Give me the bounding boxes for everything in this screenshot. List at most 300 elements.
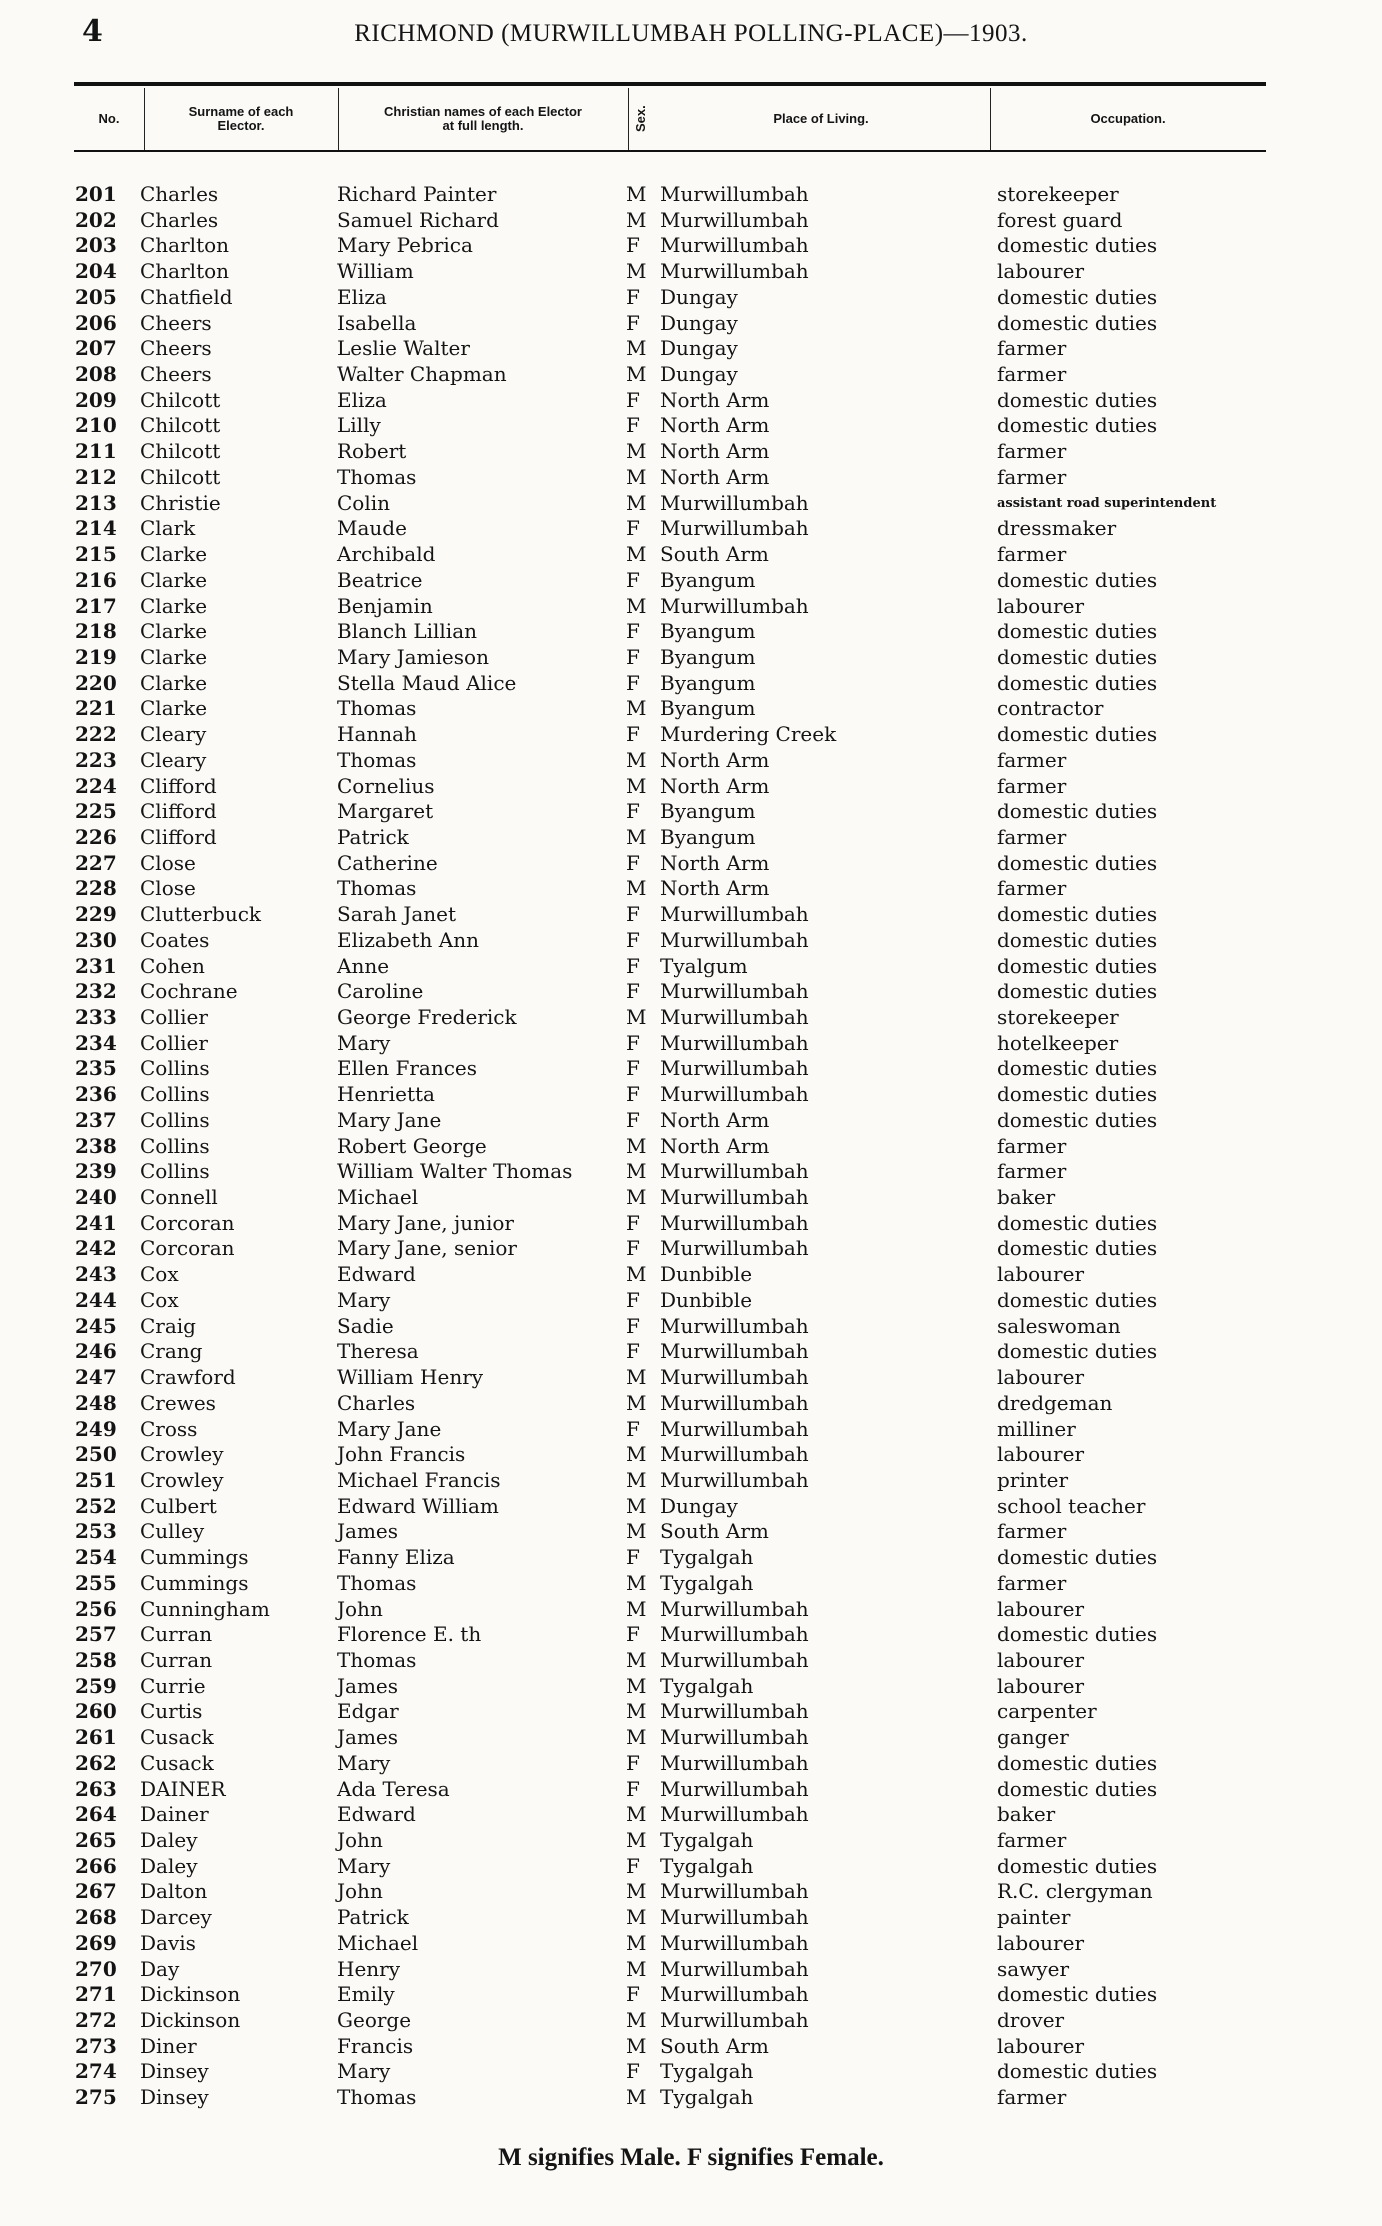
- elector-place: Murwillumbah: [660, 1365, 809, 1390]
- elector-occupation: hotelkeeper: [997, 1030, 1119, 1055]
- elector-surname: Dickinson: [140, 1982, 241, 2007]
- elector-surname: Chilcott: [140, 439, 221, 464]
- elector-surname: Connell: [140, 1185, 218, 1210]
- elector-sex: M: [626, 696, 647, 721]
- elector-surname: Cox: [140, 1287, 179, 1312]
- elector-christian-names: Catherine: [337, 850, 438, 875]
- table-row: [0, 594, 1382, 620]
- elector-surname: Cox: [140, 1262, 179, 1287]
- table-row: [0, 851, 1382, 877]
- elector-surname: Dalton: [140, 1879, 208, 1904]
- table-row: [0, 1905, 1382, 1931]
- elector-sex: M: [626, 1596, 647, 1621]
- elector-surname: Clarke: [140, 644, 208, 669]
- elector-occupation: assistant road superintendent: [997, 495, 1217, 511]
- elector-christian-names: John: [337, 1828, 383, 1852]
- elector-number: 246: [75, 1339, 117, 1364]
- elector-place: Murwillumbah: [660, 1879, 809, 1904]
- elector-surname: Dickinson: [140, 2008, 241, 2033]
- elector-sex: M: [626, 1802, 647, 1827]
- elector-place: Tygalgah: [660, 1673, 754, 1698]
- elector-occupation: domestic duties: [997, 850, 1158, 875]
- elector-surname: Dinsey: [140, 2059, 209, 2084]
- elector-surname: Curran: [140, 1647, 213, 1672]
- elector-surname: Culley: [140, 1519, 205, 1544]
- elector-occupation: domestic duties: [997, 233, 1158, 258]
- table-row: [0, 1365, 1382, 1391]
- table-row: [0, 1648, 1382, 1674]
- elector-occupation: domestic duties: [997, 1236, 1158, 1261]
- elector-sex: F: [626, 1339, 640, 1364]
- elector-christian-names: Hannah: [337, 722, 417, 747]
- elector-sex: F: [626, 1750, 640, 1775]
- elector-place: Dungay: [660, 336, 738, 361]
- elector-number: 217: [75, 593, 117, 618]
- table-row: [0, 1005, 1382, 1031]
- elector-place: Murwillumbah: [660, 1185, 809, 1210]
- elector-sex: M: [626, 876, 647, 901]
- elector-number: 220: [75, 670, 117, 695]
- elector-surname: Collier: [140, 1030, 208, 1055]
- table-row: [0, 1982, 1382, 2008]
- table-row: [0, 1108, 1382, 1134]
- elector-occupation: labourer: [997, 1596, 1085, 1621]
- elector-surname: Cross: [140, 1416, 198, 1441]
- elector-place: Murwillumbah: [660, 1930, 809, 1955]
- elector-christian-names: James: [337, 1725, 399, 1750]
- elector-christian-names: Elizabeth Ann: [337, 927, 479, 952]
- elector-occupation: drover: [997, 2008, 1065, 2033]
- elector-occupation: storekeeper: [997, 182, 1119, 206]
- elector-place: Murwillumbah: [660, 490, 809, 515]
- elector-christian-names: George Frederick: [337, 1005, 517, 1029]
- elector-surname: Chatfield: [140, 284, 233, 309]
- elector-number: 247: [75, 1365, 117, 1390]
- table-row: [0, 1828, 1382, 1854]
- elector-number: 209: [75, 387, 117, 412]
- elector-occupation: school teacher: [997, 1493, 1146, 1518]
- elector-surname: Charlton: [140, 259, 230, 284]
- elector-occupation: labourer: [997, 1442, 1085, 1467]
- elector-place: Murwillumbah: [660, 1390, 809, 1415]
- elector-place: Dunbible: [660, 1262, 753, 1287]
- elector-sex: F: [626, 1545, 640, 1570]
- elector-sex: M: [626, 1647, 647, 1672]
- elector-christian-names: Mary Jane, senior: [337, 1236, 517, 1261]
- elector-occupation: labourer: [997, 1647, 1085, 1672]
- elector-occupation: farmer: [997, 824, 1067, 849]
- table-row: [0, 1802, 1382, 1828]
- elector-surname: Crang: [140, 1339, 203, 1364]
- elector-surname: Daley: [140, 1828, 198, 1852]
- elector-sex: F: [626, 1776, 640, 1801]
- elector-number: 259: [75, 1673, 117, 1698]
- elector-number: 239: [75, 1159, 117, 1184]
- elector-surname: Clarke: [140, 542, 208, 567]
- elector-number: 233: [75, 1005, 117, 1029]
- elector-number: 264: [75, 1802, 117, 1827]
- elector-sex: F: [626, 1210, 640, 1235]
- elector-number: 271: [75, 1982, 117, 2007]
- elector-place: Murwillumbah: [660, 182, 809, 206]
- table-row: [0, 1777, 1382, 1803]
- elector-surname: Clark: [140, 516, 196, 541]
- elector-sex: M: [626, 464, 647, 489]
- elector-place: North Arm: [660, 464, 770, 489]
- elector-occupation: forest guard: [997, 207, 1123, 232]
- elector-surname: Day: [140, 1956, 180, 1981]
- elector-place: Byangum: [660, 619, 756, 644]
- elector-surname: Curran: [140, 1622, 213, 1647]
- elector-christian-names: Mary Pebrica: [337, 233, 473, 258]
- table-row: [0, 2008, 1382, 2034]
- elector-christian-names: William Henry: [337, 1365, 484, 1390]
- elector-occupation: baker: [997, 1185, 1056, 1210]
- elector-surname: Coates: [140, 927, 210, 952]
- elector-christian-names: William: [337, 259, 414, 284]
- elector-place: Byangum: [660, 670, 756, 695]
- elector-sex: M: [626, 1519, 647, 1544]
- elector-surname: Crewes: [140, 1390, 216, 1415]
- table-row: [0, 1185, 1382, 1211]
- header-no: No.: [74, 88, 145, 150]
- elector-surname: Chilcott: [140, 413, 221, 438]
- elector-sex: F: [626, 1107, 640, 1132]
- elector-number: 236: [75, 1082, 117, 1107]
- elector-sex: F: [626, 979, 640, 1004]
- elector-christian-names: Thomas: [337, 2085, 417, 2110]
- elector-place: North Arm: [660, 850, 770, 875]
- elector-sex: M: [626, 490, 647, 515]
- elector-christian-names: Thomas: [337, 747, 417, 772]
- elector-surname: Crowley: [140, 1467, 224, 1492]
- elector-christian-names: Thomas: [337, 1647, 417, 1672]
- elector-sex: F: [626, 516, 640, 541]
- elector-surname: Collins: [140, 1133, 210, 1158]
- elector-place: Byangum: [660, 799, 756, 824]
- elector-christian-names: Mary Jamieson: [337, 644, 489, 669]
- elector-sex: M: [626, 1673, 647, 1698]
- table-row: [0, 799, 1382, 825]
- elector-place: Murdering Creek: [660, 722, 837, 747]
- elector-occupation: farmer: [997, 439, 1067, 464]
- elector-occupation: farmer: [997, 773, 1067, 798]
- elector-surname: Curtis: [140, 1699, 203, 1724]
- elector-sex: M: [626, 259, 647, 284]
- elector-christian-names: Henrietta: [337, 1082, 435, 1107]
- elector-sex: F: [626, 850, 640, 875]
- elector-christian-names: Florence E. th: [337, 1622, 482, 1647]
- elector-sex: F: [626, 902, 640, 927]
- elector-sex: F: [626, 387, 640, 412]
- elector-occupation: domestic duties: [997, 387, 1158, 412]
- elector-number: 249: [75, 1416, 117, 1441]
- elector-sex: M: [626, 2033, 647, 2058]
- elector-christian-names: Sadie: [337, 1313, 394, 1338]
- elector-number: 215: [75, 542, 117, 567]
- elector-place: Murwillumbah: [660, 902, 809, 927]
- elector-sex: M: [626, 1159, 647, 1184]
- elector-place: Murwillumbah: [660, 1725, 809, 1750]
- elector-surname: Clifford: [140, 773, 217, 798]
- elector-sex: F: [626, 1313, 640, 1338]
- elector-surname: Cohen: [140, 953, 205, 978]
- elector-occupation: farmer: [997, 362, 1067, 387]
- elector-surname: Clarke: [140, 619, 208, 644]
- elector-christian-names: Thomas: [337, 696, 417, 721]
- elector-christian-names: Michael Francis: [337, 1467, 501, 1492]
- elector-number: 244: [75, 1287, 117, 1312]
- footer-note: M signifies Male. F signifies Female.: [498, 2144, 884, 2171]
- table-row: [0, 1391, 1382, 1417]
- table-row: [0, 285, 1382, 311]
- elector-christian-names: Samuel Richard: [337, 207, 499, 232]
- elector-place: Murwillumbah: [660, 1776, 809, 1801]
- table-row: [0, 1262, 1382, 1288]
- elector-place: Tygalgah: [660, 1828, 754, 1852]
- elector-sex: M: [626, 1467, 647, 1492]
- elector-christian-names: Thomas: [337, 464, 417, 489]
- elector-number: 231: [75, 953, 117, 978]
- elector-sex: M: [626, 2085, 647, 2110]
- table-row: [0, 1571, 1382, 1597]
- elector-number: 253: [75, 1519, 117, 1544]
- table-row: [0, 774, 1382, 800]
- elector-christian-names: Theresa: [337, 1339, 419, 1364]
- table-row: [0, 182, 1382, 208]
- elector-place: Murwillumbah: [660, 927, 809, 952]
- elector-number: 254: [75, 1545, 117, 1570]
- elector-number: 237: [75, 1107, 117, 1132]
- elector-occupation: domestic duties: [997, 413, 1158, 438]
- elector-occupation: domestic duties: [997, 2059, 1158, 2084]
- elector-number: 255: [75, 1570, 117, 1595]
- elector-number: 245: [75, 1313, 117, 1338]
- elector-occupation: domestic duties: [997, 902, 1158, 927]
- elector-occupation: farmer: [997, 876, 1067, 901]
- elector-christian-names: Lilly: [337, 413, 381, 438]
- page-number: 4: [82, 14, 103, 49]
- elector-sex: F: [626, 1622, 640, 1647]
- elector-christian-names: Edward: [337, 1262, 416, 1287]
- elector-occupation: labourer: [997, 1262, 1085, 1287]
- elector-place: North Arm: [660, 876, 770, 901]
- table-row: [0, 902, 1382, 928]
- table-row: [0, 1519, 1382, 1545]
- elector-surname: Cleary: [140, 747, 207, 772]
- elector-number: 252: [75, 1493, 117, 1518]
- elector-sex: F: [626, 670, 640, 695]
- elector-occupation: farmer: [997, 336, 1067, 361]
- elector-place: Byangum: [660, 644, 756, 669]
- elector-occupation: domestic duties: [997, 619, 1158, 644]
- header-occupation: Occupation.: [1090, 111, 1166, 126]
- elector-christian-names: George: [337, 2008, 412, 2033]
- elector-surname: Chilcott: [140, 387, 221, 412]
- elector-sex: M: [626, 1828, 647, 1852]
- elector-surname: Charlton: [140, 233, 230, 258]
- elector-place: Tygalgah: [660, 1570, 754, 1595]
- elector-christian-names: Caroline: [337, 979, 424, 1004]
- elector-christian-names: Margaret: [337, 799, 434, 824]
- elector-sex: F: [626, 1287, 640, 1312]
- elector-place: North Arm: [660, 773, 770, 798]
- elector-surname: Corcoran: [140, 1210, 235, 1235]
- elector-sex: F: [626, 799, 640, 824]
- elector-occupation: domestic duties: [997, 1750, 1158, 1775]
- elector-sex: M: [626, 1390, 647, 1415]
- elector-number: 262: [75, 1750, 117, 1775]
- elector-occupation: baker: [997, 1802, 1056, 1827]
- elector-occupation: domestic duties: [997, 1210, 1158, 1235]
- elector-sex: M: [626, 2008, 647, 2033]
- table-row: [0, 825, 1382, 851]
- elector-surname: Collins: [140, 1056, 210, 1081]
- elector-number: 228: [75, 876, 117, 901]
- table-row: [0, 696, 1382, 722]
- elector-sex: F: [626, 927, 640, 952]
- elector-occupation: domestic duties: [997, 1287, 1158, 1312]
- elector-place: Murwillumbah: [660, 2008, 809, 2033]
- elector-christian-names: Edward William: [337, 1493, 499, 1518]
- elector-surname: Collins: [140, 1082, 210, 1107]
- table-row: [0, 1339, 1382, 1365]
- elector-sex: M: [626, 1133, 647, 1158]
- elector-number: 274: [75, 2059, 117, 2084]
- table-row: [0, 619, 1382, 645]
- elector-sex: F: [626, 310, 640, 335]
- elector-christian-names: Patrick: [337, 824, 409, 849]
- elector-occupation: labourer: [997, 2033, 1085, 2058]
- elector-surname: Clifford: [140, 799, 217, 824]
- elector-occupation: domestic duties: [997, 670, 1158, 695]
- elector-sex: M: [626, 362, 647, 387]
- elector-number: 205: [75, 284, 117, 309]
- elector-occupation: milliner: [997, 1416, 1076, 1441]
- elector-number: 208: [75, 362, 117, 387]
- elector-number: 218: [75, 619, 117, 644]
- table-row: [0, 1957, 1382, 1983]
- elector-number: 258: [75, 1647, 117, 1672]
- table-row: [0, 1159, 1382, 1185]
- elector-occupation: ganger: [997, 1725, 1069, 1750]
- elector-number: 225: [75, 799, 117, 824]
- elector-number: 204: [75, 259, 117, 284]
- elector-place: North Arm: [660, 413, 770, 438]
- elector-number: 223: [75, 747, 117, 772]
- table-row: [0, 491, 1382, 517]
- elector-surname: Crawford: [140, 1365, 236, 1390]
- elector-place: South Arm: [660, 542, 769, 567]
- table-row: [0, 722, 1382, 748]
- table-row: [0, 1031, 1382, 1057]
- elector-christian-names: Blanch Lillian: [337, 619, 478, 644]
- table-row: [0, 876, 1382, 902]
- elector-sex: M: [626, 1442, 647, 1467]
- elector-occupation: farmer: [997, 542, 1067, 567]
- elector-place: North Arm: [660, 1107, 770, 1132]
- elector-surname: Charles: [140, 182, 219, 206]
- table-row: [0, 1699, 1382, 1725]
- elector-number: 232: [75, 979, 117, 1004]
- elector-sex: F: [626, 2059, 640, 2084]
- elector-sex: F: [626, 953, 640, 978]
- elector-sex: M: [626, 182, 647, 206]
- table-row: [0, 1442, 1382, 1468]
- elector-number: 266: [75, 1853, 117, 1878]
- elector-occupation: domestic duties: [997, 1082, 1158, 1107]
- elector-occupation: domestic duties: [997, 979, 1158, 1004]
- elector-sex: M: [626, 593, 647, 618]
- elector-christian-names: Colin: [337, 490, 391, 515]
- elector-number: 269: [75, 1930, 117, 1955]
- elector-christian-names: Edward: [337, 1802, 416, 1827]
- elector-number: 229: [75, 902, 117, 927]
- elector-sex: F: [626, 1056, 640, 1081]
- elector-surname: Clarke: [140, 696, 208, 721]
- table-row: [0, 1545, 1382, 1571]
- table-row: [0, 671, 1382, 697]
- elector-occupation: farmer: [997, 747, 1067, 772]
- elector-sex: M: [626, 747, 647, 772]
- elector-surname: Cummings: [140, 1545, 249, 1570]
- elector-surname: Cusack: [140, 1750, 214, 1775]
- elector-place: Murwillumbah: [660, 1082, 809, 1107]
- elector-number: 227: [75, 850, 117, 875]
- elector-surname: Collins: [140, 1107, 210, 1132]
- elector-place: Murwillumbah: [660, 1159, 809, 1184]
- page-title: RICHMOND (MURWILLUMBAH POLLING-PLACE)—1903.: [354, 20, 1028, 47]
- elector-surname: Cheers: [140, 362, 212, 387]
- elector-place: Byangum: [660, 824, 756, 849]
- elector-christian-names: Cornelius: [337, 773, 435, 798]
- elector-occupation: farmer: [997, 1570, 1067, 1595]
- elector-place: Tyalgum: [660, 953, 748, 978]
- elector-number: 241: [75, 1210, 117, 1235]
- elector-sex: F: [626, 1982, 640, 2007]
- elector-christian-names: James: [337, 1519, 399, 1544]
- elector-place: Murwillumbah: [660, 1210, 809, 1235]
- elector-occupation: labourer: [997, 1930, 1085, 1955]
- elector-place: North Arm: [660, 439, 770, 464]
- elector-place: Byangum: [660, 696, 756, 721]
- elector-surname: Dainer: [140, 1802, 209, 1827]
- elector-christian-names: Edgar: [337, 1699, 399, 1724]
- elector-number: 268: [75, 1905, 117, 1930]
- elector-occupation: labourer: [997, 259, 1085, 284]
- elector-number: 224: [75, 773, 117, 798]
- elector-sex: M: [626, 1365, 647, 1390]
- elector-surname: Cleary: [140, 722, 207, 747]
- elector-sex: M: [626, 1005, 647, 1029]
- elector-place: Murwillumbah: [660, 1313, 809, 1338]
- elector-place: Murwillumbah: [660, 1005, 809, 1029]
- table-row: [0, 362, 1382, 388]
- elector-number: 221: [75, 696, 117, 721]
- elector-number: 273: [75, 2033, 117, 2058]
- elector-surname: Diner: [140, 2033, 197, 2058]
- elector-number: 214: [75, 516, 117, 541]
- elector-number: 242: [75, 1236, 117, 1261]
- elector-occupation: domestic duties: [997, 799, 1158, 824]
- elector-surname: Daley: [140, 1853, 198, 1878]
- elector-place: Murwillumbah: [660, 1416, 809, 1441]
- elector-occupation: domestic duties: [997, 1545, 1158, 1570]
- elector-place: Tygalgah: [660, 2059, 754, 2084]
- elector-christian-names: John Francis: [337, 1442, 466, 1467]
- elector-occupation: domestic duties: [997, 310, 1158, 335]
- elector-sex: M: [626, 542, 647, 567]
